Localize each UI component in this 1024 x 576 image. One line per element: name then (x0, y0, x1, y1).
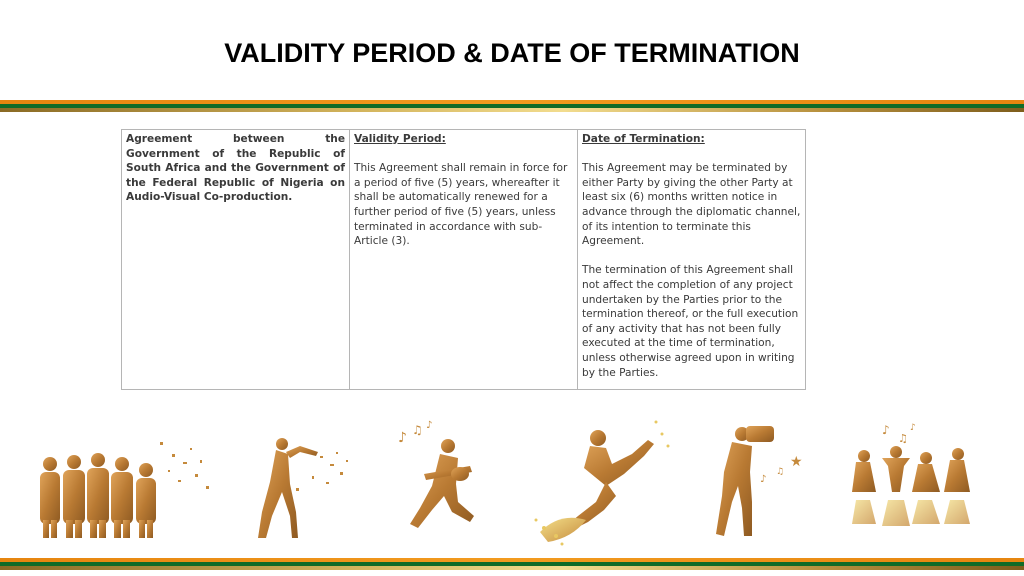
termination-text-2: The termination of this Agreement shall not affect the completion of any project undertaken by the Parties prior to the termination thereof, or the full execution of any activity that has not been fully executed at the time of termination, unless otherwise agreed upon in writing by the Parties. (582, 264, 799, 379)
cameraman-figure (716, 426, 803, 536)
termination-cell (578, 130, 806, 390)
bottom-decorative-band (0, 558, 1024, 570)
dance-troupe-figure (852, 423, 970, 526)
dancer-figure (258, 438, 348, 538)
svg-text:♪: ♪ (882, 423, 890, 437)
validity-cell (350, 130, 578, 390)
validity-text: This Agreement shall remain in force for a period of five (5) years, whereafter it shall be automatically renewed for a further period of five (5) years, unless terminated in accordance with sub-Article (3). (354, 162, 568, 248)
group-of-people-figure (40, 442, 209, 538)
top-decorative-band (0, 100, 1024, 112)
termination-header: Date of Termination: (582, 133, 705, 145)
svg-text:♪: ♪ (398, 430, 407, 446)
svg-text:★: ★ (790, 454, 803, 470)
svg-text:♪: ♪ (426, 420, 433, 431)
svg-text:♫: ♫ (776, 467, 785, 477)
svg-text:♪: ♪ (910, 423, 916, 433)
agreement-table (121, 129, 806, 390)
guitarist-figure (398, 420, 474, 528)
figures-strip (0, 412, 1024, 558)
dancing-woman-figure (535, 421, 670, 546)
svg-text:♪: ♪ (760, 474, 767, 485)
termination-text-1: This Agreement may be terminated by either Party by giving the other Party at least six (6) months written notice in advance through the diplomatic channel, of its intention to terminate this Agreement. (582, 162, 801, 248)
agreement-name: Agreement between the Government of the Republic of South Africa and the Government of the Federal Republic of Nigeria on Audio-Visual Co-production. (126, 133, 345, 204)
agreement-name-cell (122, 130, 350, 390)
svg-text:♫: ♫ (898, 432, 908, 445)
svg-text:♫: ♫ (412, 423, 423, 437)
page-title: VALIDITY PERIOD & DATE OF TERMINATION (224, 38, 800, 68)
validity-header: Validity Period: (354, 133, 446, 145)
